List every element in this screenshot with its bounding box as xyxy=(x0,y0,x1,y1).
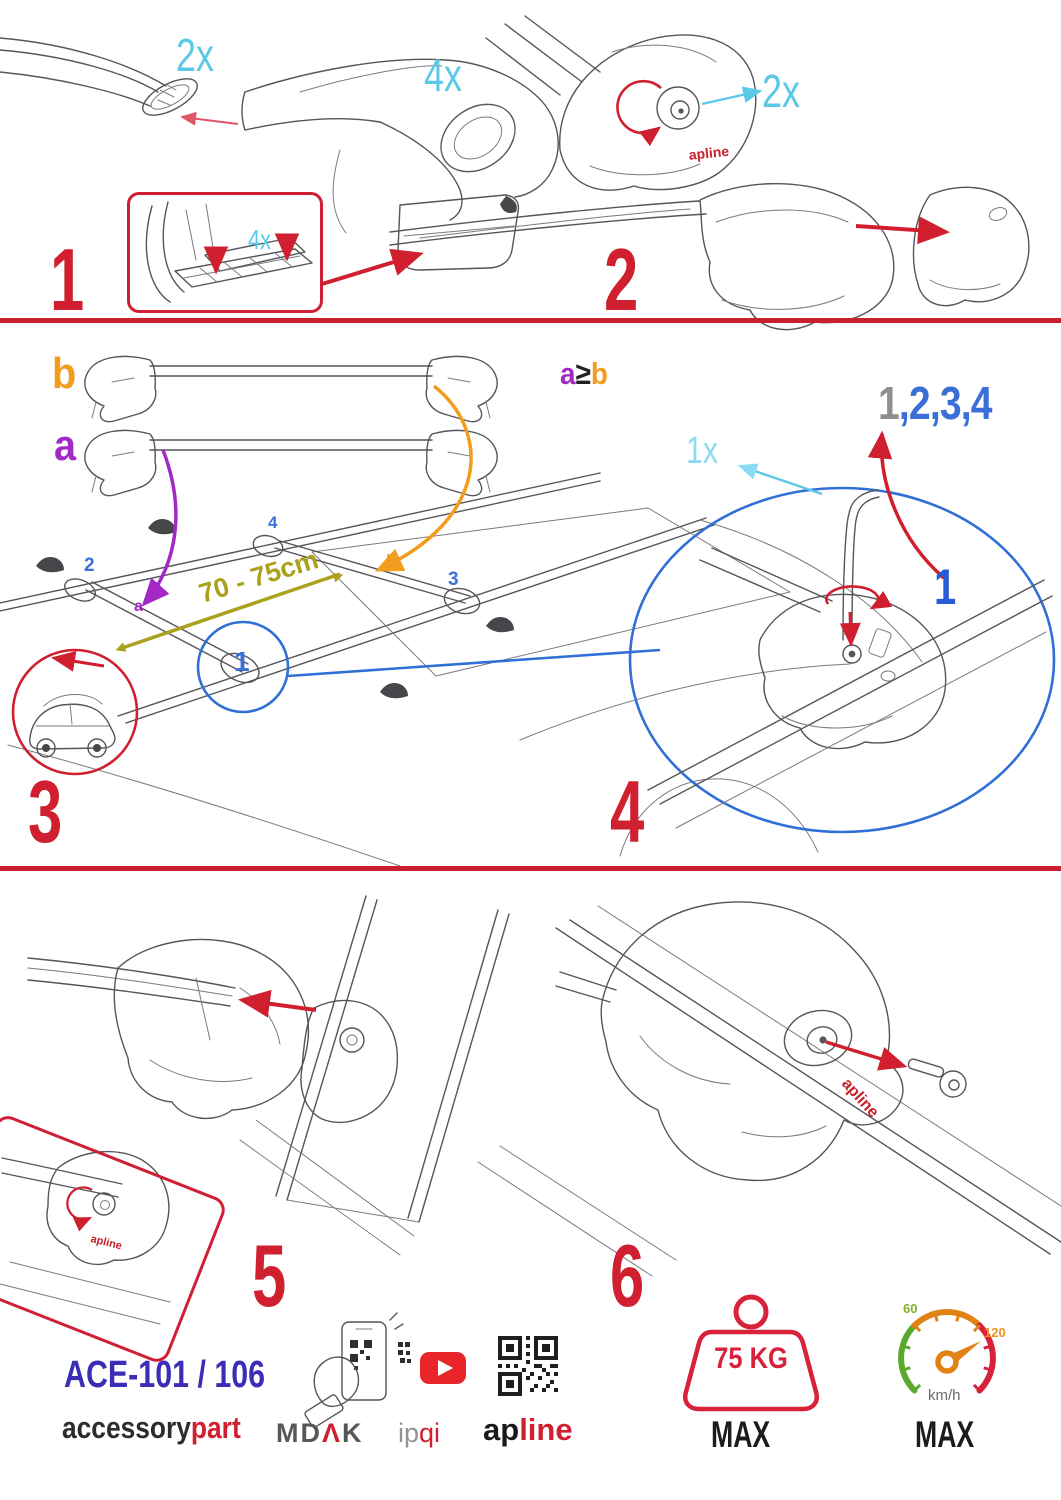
roof-position-a: a xyxy=(134,598,143,615)
step-2-number: 2 xyxy=(604,230,637,329)
bar-b-label: b xyxy=(52,349,77,398)
step4-tighten-detail-illustration xyxy=(630,430,1054,832)
hex-key-callout-arrow xyxy=(740,466,822,494)
speed-unit-label: km/h xyxy=(928,1387,961,1404)
mdak-md: MD xyxy=(276,1418,322,1448)
roof-position-2: 2 xyxy=(84,555,95,576)
brand-name-black: accessory xyxy=(62,1410,191,1445)
bar-a-label: a xyxy=(54,421,77,470)
roof-position-b: b xyxy=(386,551,397,570)
step2-locked-foot-illustration xyxy=(486,16,760,190)
foot-logo-step5: apline xyxy=(89,1233,124,1253)
step2-cover-removal-illustration xyxy=(390,184,1029,330)
tighten-order-rest: ,2,3,4 xyxy=(898,377,992,429)
qr-code-icon xyxy=(498,1336,558,1396)
foot-logo-step6: apline xyxy=(838,1075,882,1122)
step3-crossbar-a-illustration xyxy=(85,430,497,495)
size-rule-b: b xyxy=(590,356,608,391)
driving-direction-arrow xyxy=(54,658,104,666)
max-load-label: MAX xyxy=(711,1414,771,1455)
section-divider-1 xyxy=(0,318,1061,323)
step3-roof-illustration xyxy=(0,386,922,866)
roof-position-1: 1 xyxy=(234,646,250,677)
brand-name-red: part xyxy=(190,1410,241,1445)
tighten-order-lead: 1 xyxy=(878,377,899,429)
foot-quantity-label: 4x xyxy=(424,49,462,101)
ipqi-logo xyxy=(398,1420,440,1447)
key-icon xyxy=(907,1058,966,1097)
pad-inset-frame xyxy=(127,192,323,313)
product-code: ACE-101 / 106 xyxy=(64,1354,266,1396)
size-rule-a: a xyxy=(560,356,576,391)
rotation-arrow-icon xyxy=(617,81,661,133)
key-insert-arrow xyxy=(826,1042,904,1066)
step3-car-direction-inset xyxy=(13,650,137,774)
roof-position-4: 4 xyxy=(268,513,278,532)
section-divider-2 xyxy=(0,866,1061,871)
tighten-order-label xyxy=(878,377,992,429)
speedometer-icon xyxy=(901,1312,993,1390)
ipqi-gray: ip xyxy=(398,1418,420,1448)
step-5-number: 5 xyxy=(252,1226,285,1325)
crossbar-distance-label: 70 - 75cm xyxy=(195,544,322,609)
roof-position-3: 3 xyxy=(448,569,459,590)
brand-name xyxy=(62,1412,241,1443)
size-rule-operator: ≥ xyxy=(575,356,591,391)
youtube-icon xyxy=(420,1352,466,1384)
speed-tick-120: 120 xyxy=(984,1325,1006,1340)
ipqi-red: qi xyxy=(419,1418,441,1448)
apline-red: line xyxy=(519,1412,573,1447)
size-rule-label xyxy=(560,358,608,389)
pad-quantity-label: 4x xyxy=(248,224,272,255)
apline-logo xyxy=(483,1414,573,1445)
tool-quantity-label: 1x xyxy=(686,430,719,472)
phone-scan-icon xyxy=(304,1313,411,1428)
mdak-caret: Λ xyxy=(322,1418,343,1448)
insert-bar-arrow xyxy=(182,117,238,124)
step6-key-lock-illustration xyxy=(478,902,1061,1276)
bar-b-position-arrow xyxy=(378,386,471,570)
step-6-number: 6 xyxy=(610,1226,643,1325)
crossbar-quantity-label: 2x xyxy=(176,29,214,81)
detail-callout-number: 1 xyxy=(934,559,957,615)
lock-callout-arrow xyxy=(702,91,760,104)
cover-slide-arrow xyxy=(856,226,946,232)
detail-ellipse xyxy=(630,488,1054,832)
detail-callout-line xyxy=(288,650,660,676)
mdak-k: K xyxy=(342,1418,364,1448)
apline-black: ap xyxy=(483,1412,520,1447)
max-speed-label: MAX xyxy=(915,1414,975,1455)
step-1-number: 1 xyxy=(50,230,83,329)
foot-logo-step2: apline xyxy=(687,142,730,163)
step-4-number: 4 xyxy=(610,762,643,861)
max-load-value: 75 KG xyxy=(714,1342,788,1375)
step-3-number: 3 xyxy=(28,762,61,861)
lock-quantity-label: 2x xyxy=(762,65,800,117)
mdak-logo xyxy=(276,1420,364,1447)
speed-tick-60: 60 xyxy=(903,1301,918,1316)
pad-to-foot-arrow xyxy=(322,254,420,284)
